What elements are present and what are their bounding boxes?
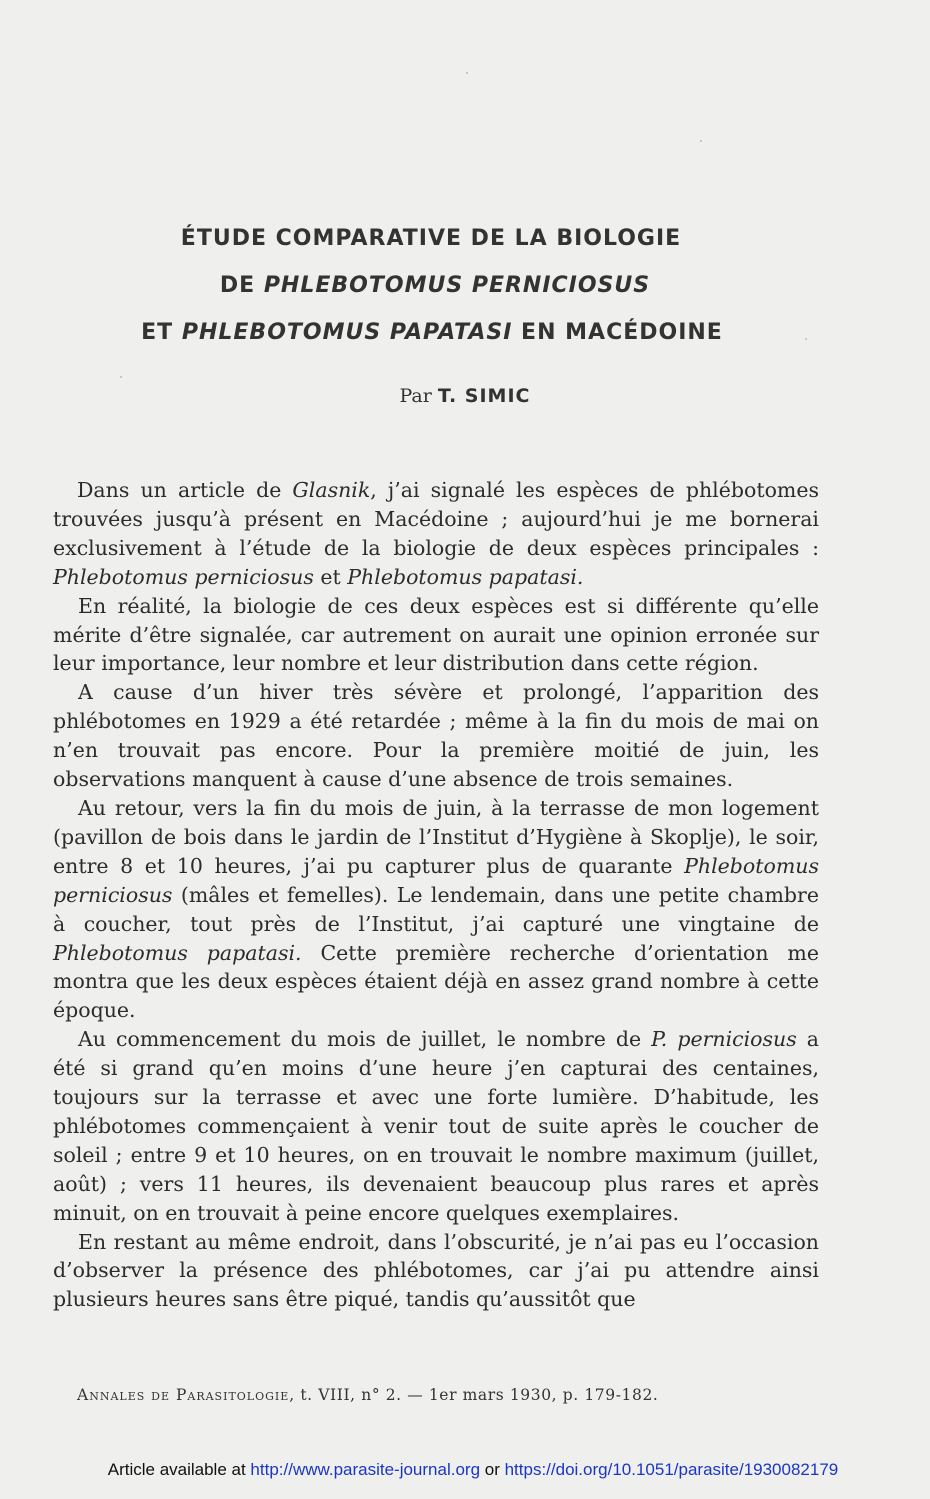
- journal-issue-info: , t. VIII, n° 2. — 1er mars 1930, p. 179-182.: [289, 1386, 659, 1404]
- paragraph-2: En réalité, la biologie de ces deux espèces est si différente qu’elle mérite d’être signalée, car autrement on aurait une opinion erronée sur leur importance, leur nombre et leur distribution dans cette région.: [53, 593, 819, 676]
- author-prefix: Par: [399, 385, 438, 407]
- paragraph-5: Au commencement du mois de juillet, le nombre de P. perniciosus a été si grand qu’en moins d’une heure j’en capturai des centaines, toujours sur la terrasse et avec une forte lumière. D’habitude, les phlébotomes commençaient à venir tout de suite après le coucher de soleil ; entre 9 et 10 heures, on en trouvait le nombre maximum (juillet, août) ; vers 11 heures, ils devenaient beaucoup plus rares et après minuit, on en trouvait à peine encore quelques exemplaires.: [53, 1027, 819, 1225]
- author-name: T. SIMIC: [437, 385, 531, 407]
- species-name: PHLEBOTOMUS PAPATASI: [181, 320, 513, 345]
- paragraph-3: A cause d’un hiver très sévère et prolongé, l’apparition des phlébotomes en 1929 a été retardée ; même à la fin du mois de mai on n’en trouvait pas encore. Pour la première moitié de juin, les observations manquent à cause d’une absence de trois semaines.: [53, 680, 819, 792]
- title-text: ÉTUDE COMPARATIVE DE LA BIOLOGIE: [180, 226, 682, 251]
- author-line: [0, 385, 930, 407]
- footer-text: or: [480, 1460, 505, 1479]
- article-body: [53, 476, 819, 1314]
- species-name: PHLEBOTOMUS PERNICIOSUS: [263, 273, 651, 298]
- title-text: EN MACÉDOINE: [512, 320, 723, 345]
- availability-footer: [0, 1460, 930, 1480]
- article-title-line-3: [0, 320, 897, 345]
- journal-website-link[interactable]: http://www.parasite-journal.org: [250, 1460, 481, 1479]
- article-title-line-1: [0, 226, 896, 251]
- paragraph-1: Dans un article de Glasnik, j’ai signalé les espèces de phlébotomes trouvées jusqu’à présent en Macédoine ; aujourd’hui je me bornerai exclusivement à l’étude de la biologie de deux espèces principales : Phlebotomus perniciosus et Phlebotomus papatasi.: [53, 478, 819, 589]
- journal-reference: [77, 1386, 837, 1404]
- footer-text: Article available at: [107, 1460, 251, 1479]
- doi-link[interactable]: https://doi.org/10.1051/parasite/1930082179: [504, 1460, 839, 1479]
- scan-speck: [700, 140, 702, 142]
- journal-name: Annales de Parasitologie: [77, 1386, 290, 1404]
- scan-speck: [466, 72, 468, 74]
- scan-speck: [120, 376, 122, 378]
- article-title-line-2: [0, 273, 900, 298]
- title-text: ET: [141, 320, 182, 345]
- scan-speck: [805, 338, 807, 340]
- paragraph-4: Au retour, vers la fin du mois de juin, à la terrasse de mon logement (pavillon de bois dans le jardin de l’Institut d’Hygiène à Skoplje), le soir, entre 8 et 10 heures, j’ai pu capturer plus de quarante Phlebotomus perniciosus (mâles et femelles). Le lendemain, dans une petite chambre à coucher, tout près de l’Institut, j’ai capturé une vingtaine de Phlebotomus papatasi. Cette première recherche d’orientation me montra que les deux espèces étaient déjà en assez grand nombre à cette époque.: [53, 795, 819, 1023]
- paragraph-6: En restant au même endroit, dans l’obscurité, je n’ai pas eu l’occasion d’observer la présence des phlébotomes, car j’ai pu attendre ainsi plusieurs heures sans être piqué, tandis qu’aussitôt que: [53, 1229, 819, 1312]
- title-text: DE: [219, 273, 264, 298]
